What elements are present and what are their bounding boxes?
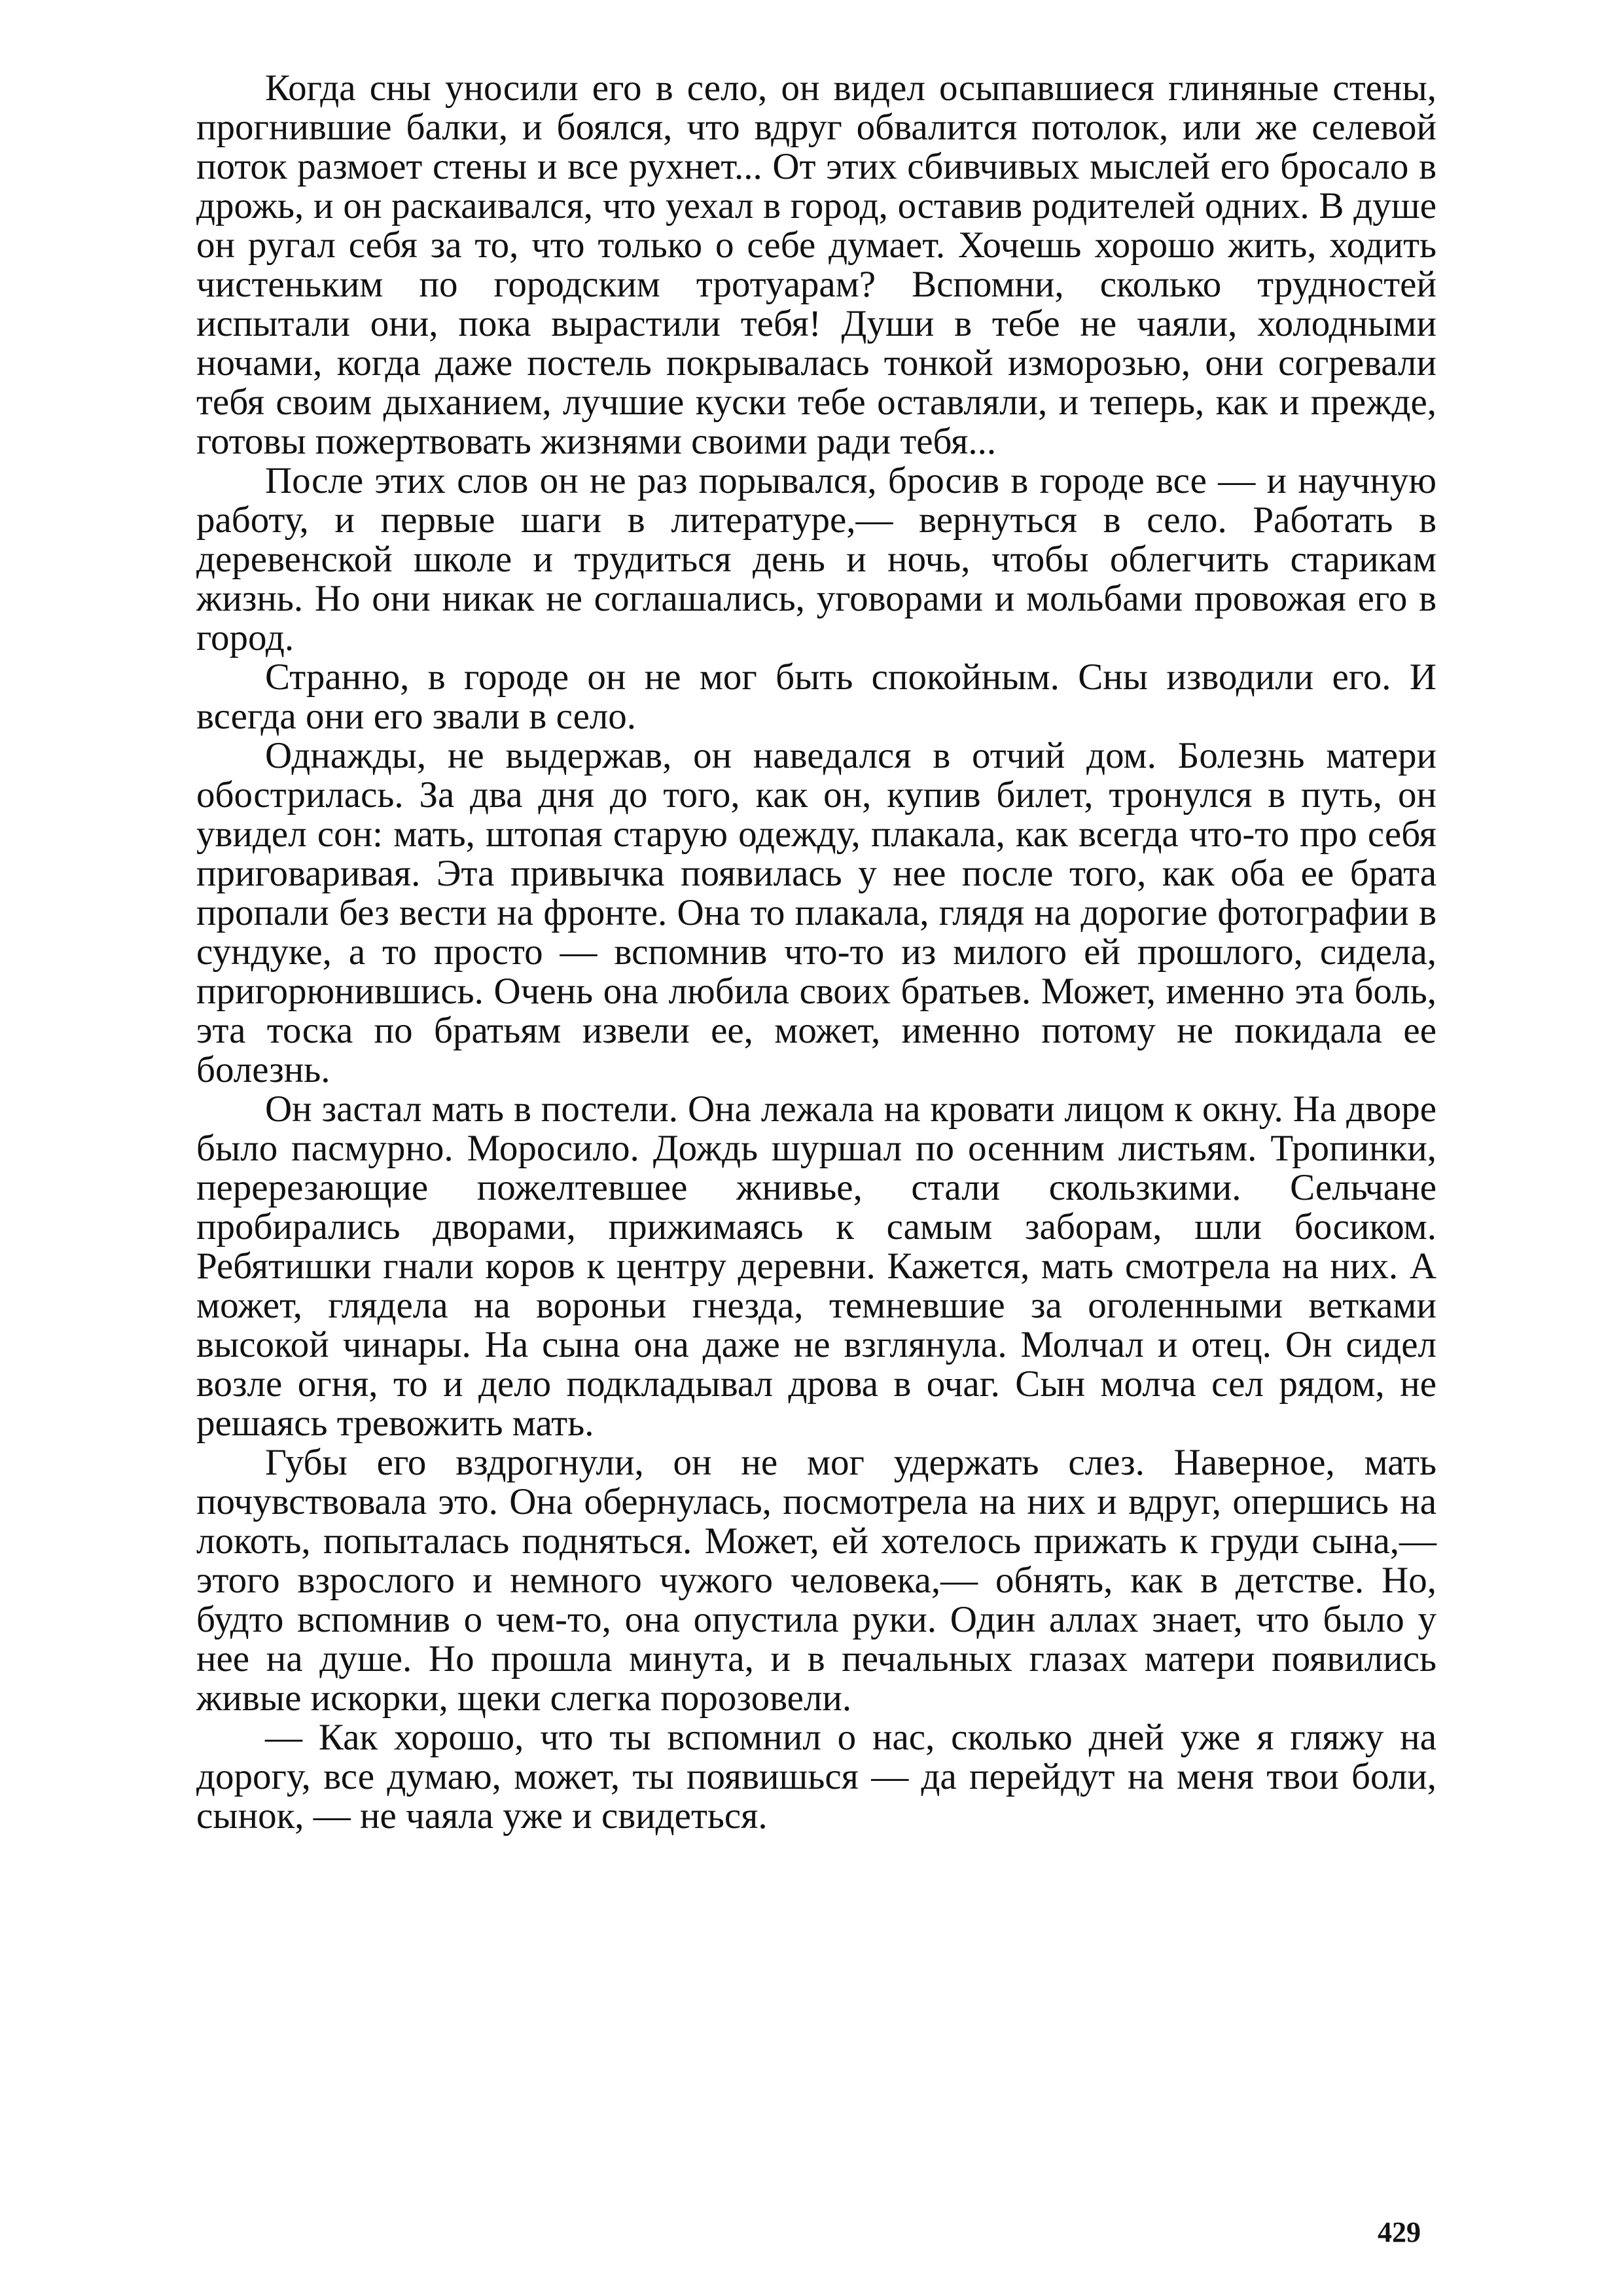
paragraph: После этих слов он не раз порывался, бросив в городе все — и научную работу, и первые шаги в литературе,— вернуться в село. Работать в деревенской школе и трудиться день и ночь, чтобы облегчить старикам жизнь. Но они никак не соглашались, уговорами и мольбами провожая его в город.	[196, 460, 1436, 658]
paragraph: Однажды, не выдержав, он наведался в отчий дом. Болезнь матери обострилась. За два дня до того, как он, купив билет, тронулся в путь, он увидел сон: мать, штопая старую одежду, плакала, как всегда что-то про себя приговаривая. Эта привычка появилась у нее после того, как оба ее брата пропали без вести на фронте. Она то плакала, глядя на дорогие фотографии в сундуке, а то просто — вспомнив что-то из милого ей прошлого, сидела, пригорюнившись. Очень она любила своих братьев. Может, именно эта боль, эта тоска по братьям извели ее, может, именно потому не покидала ее болезнь.	[196, 735, 1436, 1090]
paragraph: Губы его вздрогнули, он не мог удержать слез. Наверное, мать почувствовала это. Она обернулась, посмотрела на них и вдруг, опершись на локоть, попыталась подняться. Может, ей хотелось прижать к груди сына,— этого взрослого и немного чужого человека,— обнять, как в детстве. Но, будто вспомнив о чем-то, она опустила руки. Один аллах знает, что было у нее на душе. Но прошла минута, и в печальных глазах матери появились живые искорки, щеки слегка порозовели.	[196, 1442, 1436, 1719]
paragraph: — Как хорошо, что ты вспомнил о нас, сколько дней уже я гляжу на дорогу, все думаю, может, ты появишься — да перейдут на меня твои боли, сынок, — не чаяла уже и свидеться.	[196, 1717, 1436, 1837]
paragraph: Он застал мать в постели. Она лежала на кровати лицом к окну. На дворе было пасмурно. Моросило. Дождь шуршал по осенним листьям. Тропинки, перерезающие пожелтевшее жнивье, стали скользкими. Сельчане пробирались дворами, прижимаясь к самым заборам, шли босиком. Ребятишки гнали коров к центру деревни. Кажется, мать смотрела на них. А может, глядела на вороньи гнезда, темневшие за оголенными ветками высокой чинары. На сына она даже не взглянула. Молчал и отец. Он сидел возле огня, то и дело подкладывал дрова в очаг. Сын молча сел рядом, не решаясь тревожить мать.	[196, 1088, 1436, 1444]
paragraph: Когда сны уносили его в село, он видел осыпавшиеся глиняные стены, прогнившие балки, и боялся, что вдруг обвалится потолок, или же селевой поток размоет стены и все рухнет... От этих сбивчивых мыслей его бросало в дрожь, и он раскаивался, что уехал в город, оставив родителей одних. В душе он ругал себя за то, что только о себе думает. Хочешь хорошо жить, ходить чистеньким по городским тротуарам? Вспомни, сколько трудностей испытали они, пока вырастили тебя! Души в тебе не чаяли, холодными ночами, когда даже постель покрывалась тонкой изморозью, они согревали тебя своим дыханием, лучшие куски тебе оставляли, и теперь, как и прежде, готовы пожертвовать жизнями своими ради тебя...	[196, 67, 1436, 462]
paragraph: Странно, в городе он не мог быть спокойным. Сны изводили его. И всегда они его звали в село.	[196, 656, 1436, 737]
page-number: 429	[1378, 2216, 1421, 2248]
text-column	[196, 69, 1436, 1836]
